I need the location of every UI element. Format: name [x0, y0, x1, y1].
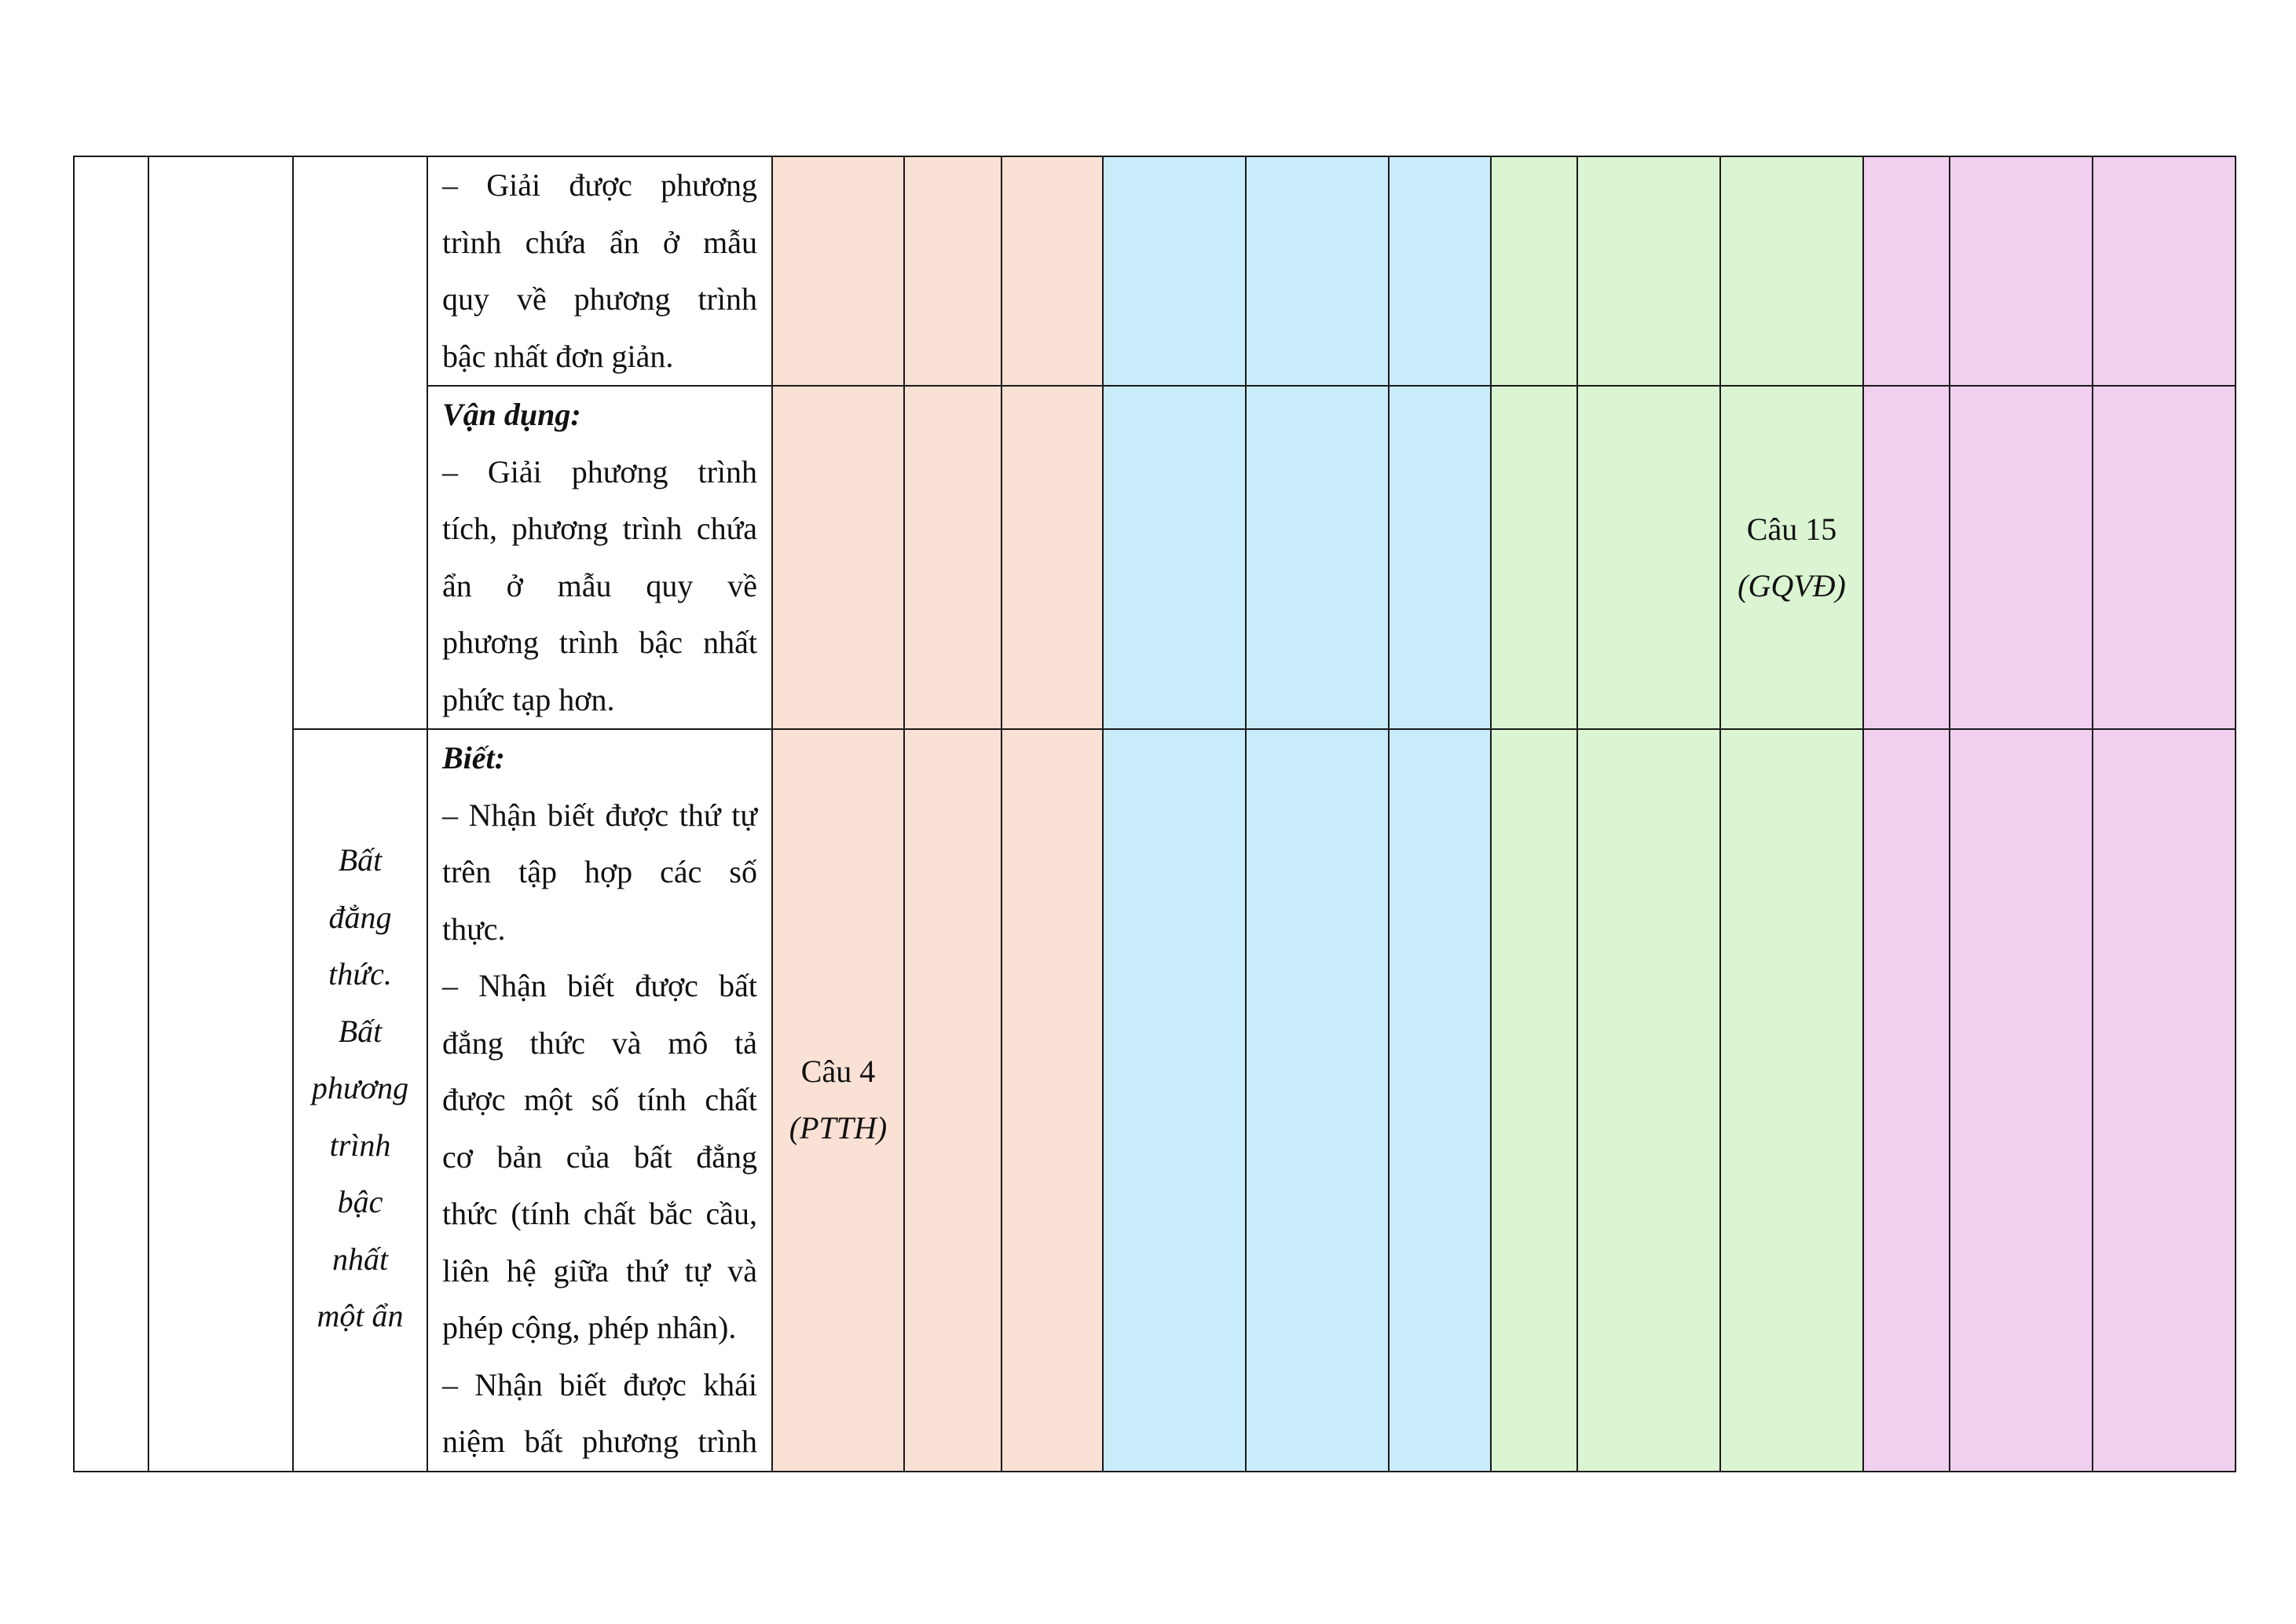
level-cell: [1577, 386, 1720, 729]
requirement-cell: [427, 729, 772, 1472]
level-cell: [1103, 386, 1246, 729]
requirement-line: ẩn ở mẫu quy về: [442, 567, 757, 603]
topic-line: thức.: [328, 956, 392, 992]
requirement-line: bậc nhất đơn giản.: [442, 338, 674, 374]
level-cell: [772, 156, 904, 386]
requirement-line: cơ bản của bất đẳng: [442, 1138, 757, 1175]
level-cell: [2093, 156, 2236, 386]
topic-line: đẳng: [328, 899, 392, 935]
question-cell: [1720, 386, 1863, 729]
level-cell: [1389, 729, 1491, 1472]
level-cell: [1246, 156, 1389, 386]
question-cell: [772, 729, 904, 1472]
question-label: Câu 4: [800, 1054, 876, 1090]
topic-line: Bất: [338, 842, 383, 878]
chapter-cell: [148, 156, 293, 1472]
topic-line: nhất: [331, 1241, 389, 1277]
matrix-table: [73, 156, 2236, 1472]
level-cell: [904, 729, 1002, 1472]
question-label: Câu 15: [1746, 511, 1837, 547]
level-cell: [1491, 729, 1577, 1472]
requirement-line: – Nhận biết được thứ tự: [442, 797, 757, 833]
topic-line: phương: [311, 1070, 409, 1105]
level-cell: [1002, 729, 1103, 1472]
requirement-line: – Giải được phương: [442, 167, 757, 203]
index-cell: [74, 156, 148, 1472]
level-cell: [1950, 729, 2093, 1472]
level-cell: [1002, 156, 1103, 386]
requirement-line: quy về phương trình: [442, 281, 757, 317]
topic-line: Bất: [338, 1013, 383, 1049]
level-cell: [1720, 156, 1863, 386]
requirement-line: liên hệ giữa thứ tự và: [442, 1252, 757, 1289]
level-cell: [1950, 156, 2093, 386]
level-heading: Biết:: [442, 740, 505, 775]
requirement-line: – Nhận biết được bất: [442, 968, 757, 1003]
level-cell: [1863, 156, 1950, 386]
requirement-cell: [427, 386, 772, 729]
requirement-line: tích, phương trình chứa: [442, 511, 757, 546]
requirement-line: niệm bất phương trình: [442, 1424, 757, 1459]
topic-line: một ẩn: [317, 1298, 404, 1333]
level-cell: [1389, 386, 1491, 729]
table-row: [74, 729, 2236, 1472]
level-cell: [1577, 156, 1720, 386]
level-cell: [1246, 386, 1389, 729]
competency-label: (PTTH): [789, 1110, 888, 1146]
level-cell: [1491, 156, 1577, 386]
requirement-line: – Giải phương trình: [442, 453, 757, 489]
level-cell: [1246, 729, 1389, 1472]
requirement-line: phép cộng, phép nhân).: [442, 1310, 737, 1345]
level-cell: [1720, 729, 1863, 1472]
level-cell: [1002, 386, 1103, 729]
requirement-cell: [427, 156, 772, 386]
competency-label: (GQVĐ): [1738, 567, 1846, 603]
level-cell: [1103, 729, 1246, 1472]
level-cell: [1950, 386, 2093, 729]
requirement-line: trên tập hợp các số: [442, 854, 757, 889]
requirement-line: thức (tính chất bắc cầu,: [442, 1196, 757, 1231]
topic-cell: [293, 729, 427, 1472]
level-cell: [2093, 386, 2236, 729]
requirement-line: trình chứa ẩn ở mẫu: [442, 224, 757, 260]
requirement-line: thực.: [442, 911, 506, 947]
requirement-line: – Nhận biết được khái: [442, 1366, 757, 1402]
level-cell: [1389, 156, 1491, 386]
table-row: [74, 156, 2236, 386]
requirement-line: đẳng thức và mô tả: [442, 1025, 757, 1061]
level-cell: [904, 386, 1002, 729]
level-heading: Vận dụng:: [442, 397, 581, 432]
level-cell: [1863, 386, 1950, 729]
level-cell: [1491, 386, 1577, 729]
requirement-line: phương trình bậc nhất: [442, 625, 757, 660]
topic-cell: [293, 156, 427, 729]
topic-line: bậc: [337, 1184, 383, 1219]
requirement-line: được một số tính chất: [442, 1082, 757, 1117]
level-cell: [1103, 156, 1246, 386]
level-cell: [2093, 729, 2236, 1472]
level-cell: [904, 156, 1002, 386]
level-cell: [1577, 729, 1720, 1472]
level-cell: [772, 386, 904, 729]
level-cell: [1863, 729, 1950, 1472]
requirement-line: phức tạp hơn.: [442, 681, 615, 717]
topic-line: trình: [329, 1127, 391, 1163]
